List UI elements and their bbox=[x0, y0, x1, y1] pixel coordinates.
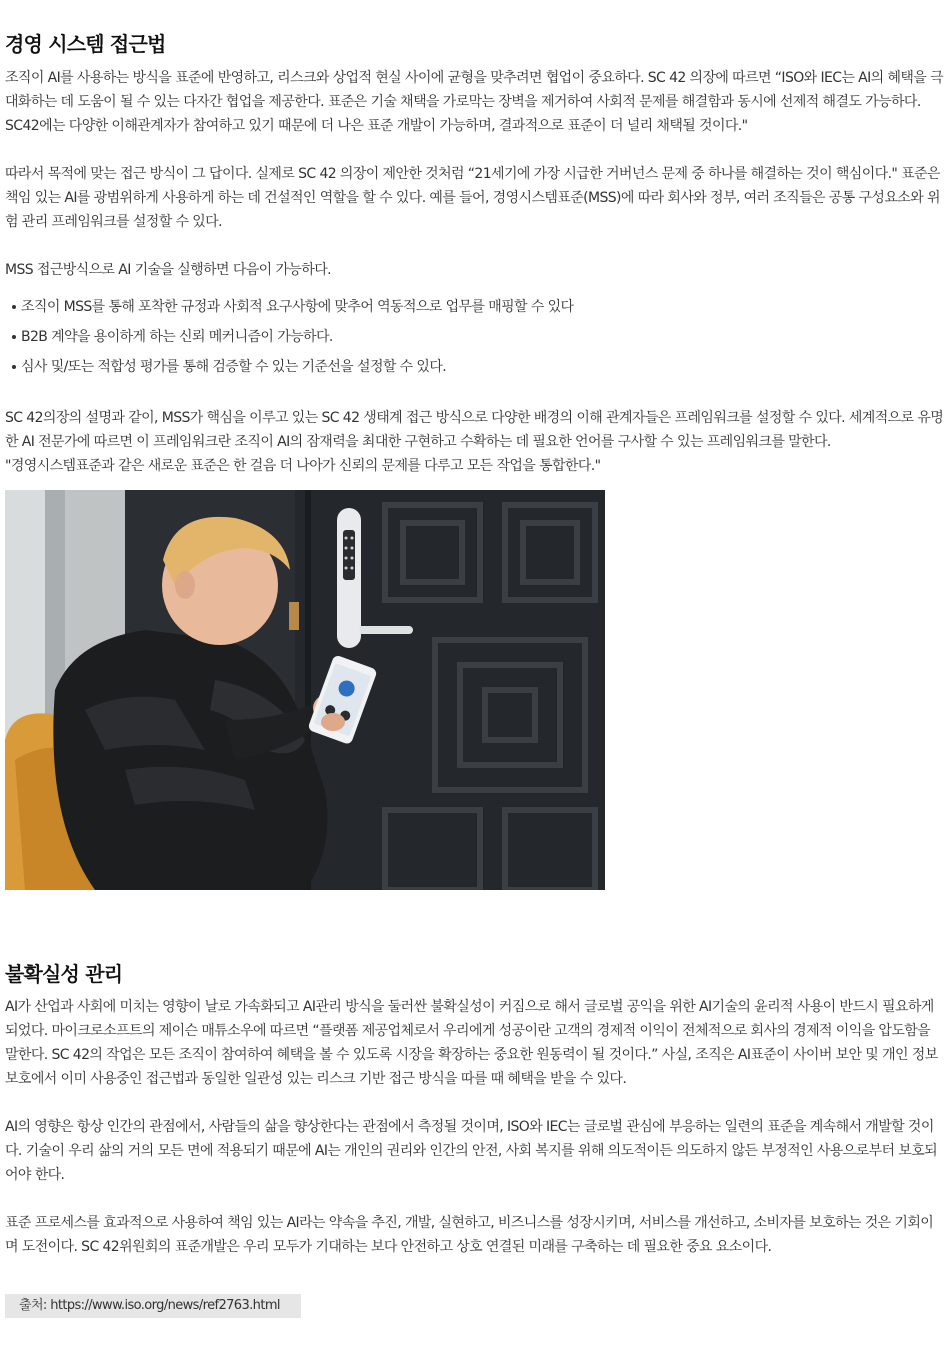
paragraph: AI가 산업과 사회에 미치는 영향이 날로 가속화되고 AI관리 방식을 둘러싼 불확실성이 커짐으로 해서 글로벌 공익을 위한 AI기술의 윤리적 사용이 반드시 필요하게 되었다. 마이크로소프트의 제이슨 매튜소우에 따르면 “플랫폼 제공업체로서 우리에게 성공이란 고객의 경제적 이익이 전체적으로 회사의 경제적 이익을 압도함을 말한다. SC 42의 작업은 모든 조직이 참여하여 혜택을 볼 수 있도록 시장을 확장하는 중요한 원동력이 될 것이다.” 사실, 조직은 AI표준이 사이버 보안 및 개인 정보 보호에서 이미 사용중인 접근법과 동일한 일관성 있는 리스크 기반 접근 방식을 따를 때 혜택을 받을 수 있다. bbox=[5, 999, 938, 1087]
article-photo-child-smart-lock bbox=[5, 490, 605, 890]
section-title-uncertainty: 불확실성 관리 bbox=[5, 962, 123, 986]
list-item bbox=[5, 352, 905, 382]
list-item-text: B2B 계약을 용이하게 하는 신뢰 메커니즘이 가능하다. bbox=[21, 329, 333, 345]
list-item bbox=[5, 322, 905, 352]
bullet-icon bbox=[12, 305, 16, 309]
bullet-list bbox=[5, 292, 905, 382]
paragraph: AI의 영향은 항상 인간의 관점에서, 사람들의 삶을 향상한다는 관점에서 측정될 것이며, ISO와 IEC는 글로벌 관심에 부응하는 일련의 표준을 계속해서 개발할 것이다. 기술이 우리 삶의 거의 모든 면에 적용되기 때문에 AI는 개인의 권리와 인간의 안전, 사회 복지를 위해 의도적이든 의도하지 않든 부정적인 사용으로부터 보호되어야 한다. bbox=[5, 1119, 938, 1183]
list-item bbox=[5, 292, 905, 322]
paragraph: 조직이 AI를 사용하는 방식을 표준에 반영하고, 리스크와 상업적 현실 사이에 균형을 맞추려면 협업이 중요하다. SC 42 의장에 따르면 “ISO와 IEC는 AI의 혜택을 극대화하는 데 도움이 될 수 있는 다자간 협업을 제공한다. 표준은 기술 채택을 가로막는 장벽을 제거하여 사회적 문제를 해결함과 동시에 선제적 해결도 가능하다. SC42에는 다양한 이해관계자가 참여하고 있기 때문에 더 나은 표준 개발이 가능하며, 결과적으로 표준이 더 널리 채택될 것이다." bbox=[5, 70, 943, 134]
bullet-icon bbox=[12, 365, 16, 369]
source-link[interactable]: 출처: https://www.iso.org/news/ref2763.html bbox=[19, 1298, 280, 1313]
quote-paragraph: "경영시스템표준과 같은 새로운 표준은 한 걸음 더 나아가 신뢰의 문제를 다루고 모든 작업을 통합한다." bbox=[5, 458, 601, 474]
list-item-text: 심사 및/또는 적합성 평가를 통해 검증할 수 있는 기준선을 설정할 수 있다. bbox=[21, 359, 447, 375]
paragraph: MSS 접근방식으로 AI 기술을 실행하면 다음이 가능하다. bbox=[5, 262, 331, 278]
section-title-management-system: 경영 시스템 접근법 bbox=[5, 32, 166, 56]
paragraph: 표준 프로세스를 효과적으로 사용하여 책임 있는 AI라는 약속을 추진, 개발, 실현하고, 비즈니스를 성장시키며, 서비스를 개선하고, 소비자를 보호하는 것은 기회이며 도전이다. SC 42위원회의 표준개발은 우리 모두가 기대하는 보다 안전하고 상호 연결된 미래를 구축하는 데 필요한 중요 요소이다. bbox=[5, 1215, 934, 1255]
bullet-icon bbox=[12, 335, 16, 339]
paragraph: 따라서 목적에 맞는 접근 방식이 그 답이다. 실제로 SC 42 의장이 제안한 것처럼 “21세기에 가장 시급한 거버넌스 문제 중 하나를 해결하는 것이 핵심이다." 표준은 책임 있는 AI를 광범위하게 사용하게 하는 데 건설적인 역할을 할 수 있다. 예를 들어, 경영시스템표준(MSS)에 따라 회사와 정부, 여러 조직들은 공통 구성요소와 위험 관리 프레임워크를 설정할 수 있다. bbox=[5, 166, 940, 230]
list-item-text: 조직이 MSS를 통해 포착한 규정과 사회적 요구사항에 맞추어 역동적으로 업무를 매핑할 수 있다 bbox=[21, 299, 574, 315]
paragraph: SC 42의장의 설명과 같이, MSS가 핵심을 이루고 있는 SC 42 생태계 접근 방식으로 다양한 배경의 이해 관계자들은 프레임워크를 설정할 수 있다. 세계적으로 유명한 AI 전문가에 따르면 이 프레임워크란 조직이 AI의 잠재력을 최대한 구현하고 수확하는 데 필요한 언어를 구사할 수 있는 프레임워크를 말한다. bbox=[5, 410, 944, 450]
source-box bbox=[5, 1294, 301, 1318]
